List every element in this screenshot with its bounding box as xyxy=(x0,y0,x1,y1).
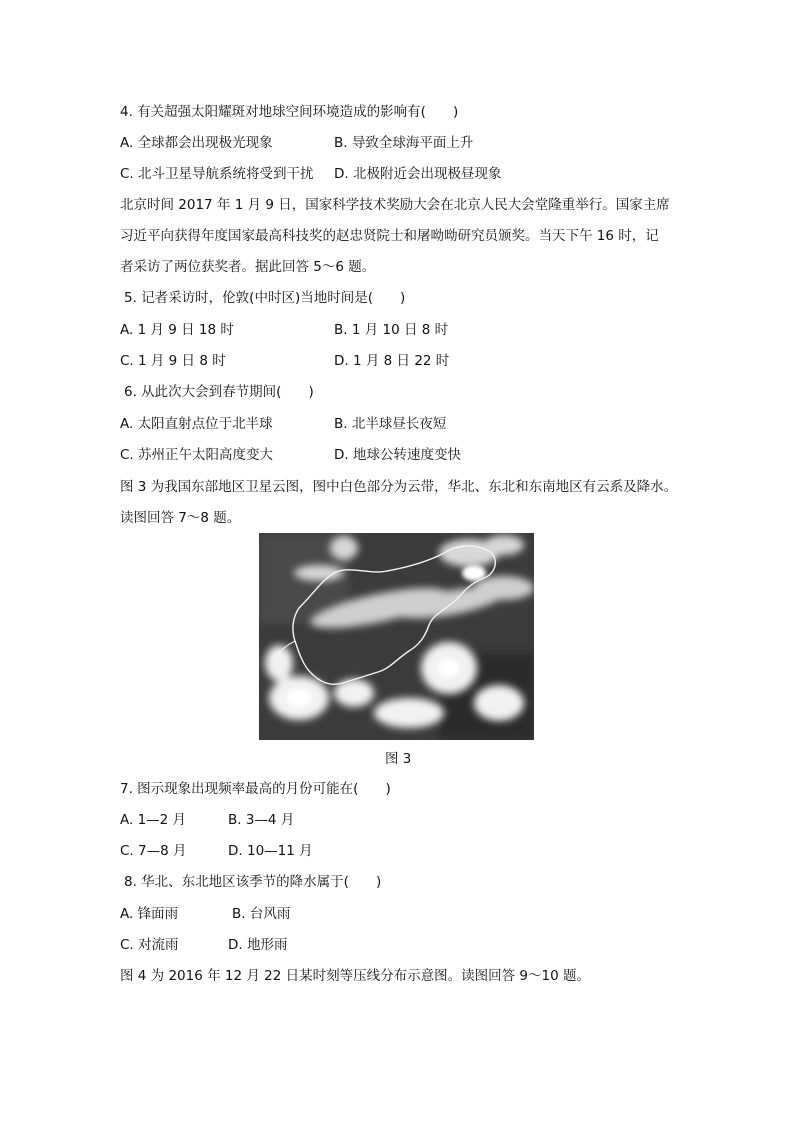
q4-option-c: C. 北斗卫星导航系统将受到干扰 xyxy=(120,166,314,182)
q7-stem: 7. 图示现象出现频率最高的月份可能在( ) xyxy=(120,781,391,797)
passage1-line3: 者采访了两位获奖者。据此回答 5～6 题。 xyxy=(120,259,376,275)
q6-stem: 6. 从此次大会到春节期间( ) xyxy=(124,384,314,400)
q8-option-c: C. 对流雨 xyxy=(120,937,179,953)
q5-option-a: A. 1 月 9 日 18 时 xyxy=(120,322,234,338)
passage1-line1: 北京时间 2017 年 1 月 9 日，国家科学技术奖励大会在北京人民大会堂隆重举行。国家主席 xyxy=(120,197,670,213)
q4-option-d: D. 北极附近会出现极昼现象 xyxy=(334,166,502,182)
q5-option-c: C. 1 月 9 日 8 时 xyxy=(120,353,226,369)
q6-option-d: D. 地球公转速度变快 xyxy=(334,447,461,463)
q7-option-c: C. 7—8 月 xyxy=(120,843,187,859)
passage1-line2: 习近平向获得年度国家最高科技奖的赵忠贤院士和屠呦呦研究员颁奖。当天下午 16 时，记 xyxy=(120,228,659,244)
q7-option-d: D. 10—11 月 xyxy=(228,843,313,859)
q5-option-d: D. 1 月 8 日 22 时 xyxy=(334,353,450,369)
q8-option-d: D. 地形雨 xyxy=(228,937,288,953)
passage2-line1: 图 3 为我国东部地区卫星云图，图中白色部分为云带，华北、东北和东南地区有云系及降水。 xyxy=(120,479,678,495)
q8-stem: 8. 华北、东北地区该季节的降水属于( ) xyxy=(124,874,382,890)
q4-stem: 4. 有关超强太阳耀斑对地球空间环境造成的影响有( ) xyxy=(120,104,459,120)
q8-option-b: B. 台风雨 xyxy=(232,906,291,922)
q7-option-b: B. 3—4 月 xyxy=(228,812,295,828)
q6-option-c: C. 苏州正午太阳高度变大 xyxy=(120,447,274,463)
q6-option-b: B. 北半球昼长夜短 xyxy=(334,416,447,432)
q5-option-b: B. 1 月 10 日 8 时 xyxy=(334,322,449,338)
q5-stem: 5. 记者采访时，伦敦(中时区)当地时间是( ) xyxy=(124,290,406,306)
satellite-cloud-image xyxy=(259,533,534,740)
q8-option-a: A. 锋面雨 xyxy=(120,906,179,922)
q4-option-b: B. 导致全球海平面上升 xyxy=(334,135,474,151)
q7-option-a: A. 1—2 月 xyxy=(120,812,187,828)
passage3-line1: 图 4 为 2016 年 12 月 22 日某时刻等压线分布示意图。读图回答 9～10 题。 xyxy=(120,968,590,984)
q4-option-a: A. 全球都会出现极光现象 xyxy=(120,135,273,151)
q6-option-a: A. 太阳直射点位于北半球 xyxy=(120,416,273,432)
passage2-line2: 读图回答 7～8 题。 xyxy=(120,510,241,526)
figure-caption: 图 3 xyxy=(385,751,412,767)
